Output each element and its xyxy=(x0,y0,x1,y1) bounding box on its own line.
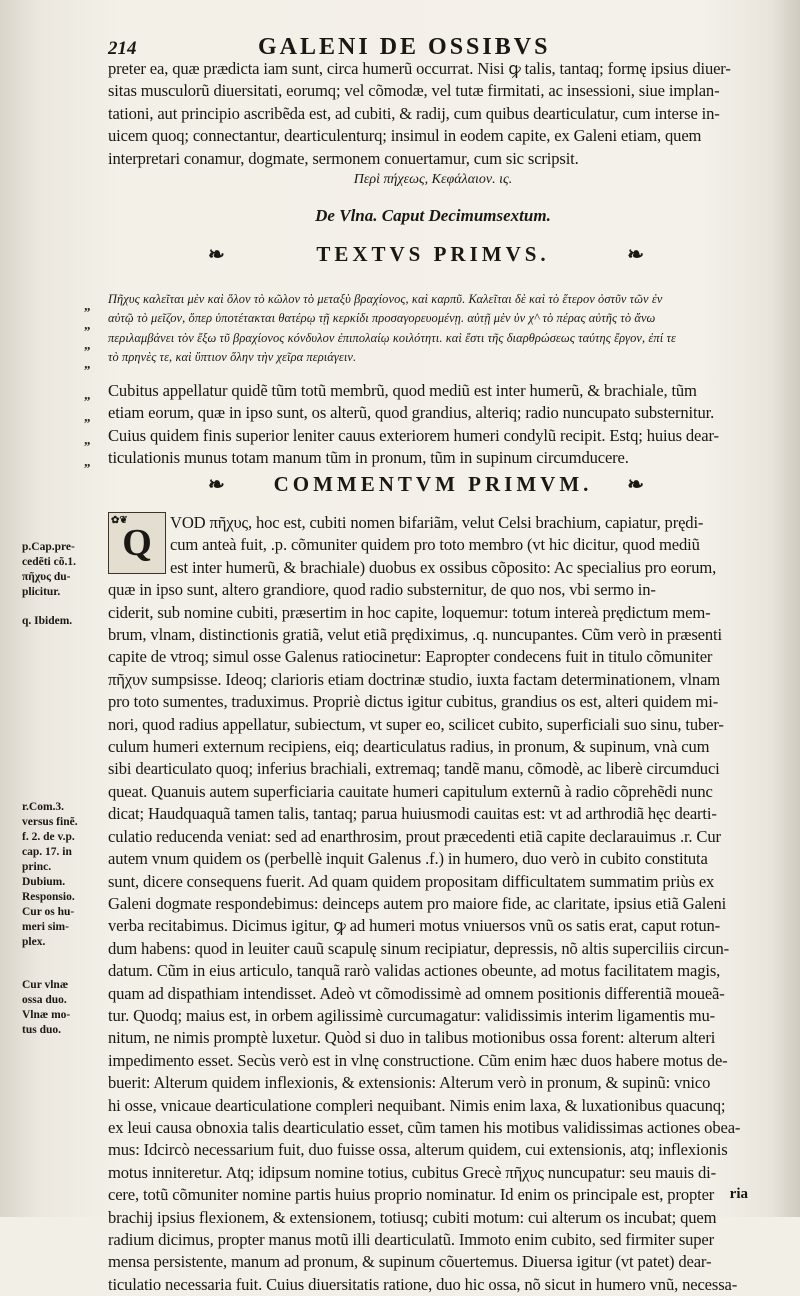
text-line: preter ea, quæ prædicta iam sunt, circa humerũ occurrat. Nisi ꝙ talis, tantaq; formę ipsius diuer- xyxy=(108,59,731,78)
quote-mark: „ xyxy=(84,387,91,402)
fleuron-icon: ❧ xyxy=(627,244,648,266)
commentum-heading-label: COMMENTVM PRIMVM. xyxy=(273,472,593,496)
textus-heading xyxy=(108,242,758,267)
textus-latin-paragraph xyxy=(108,380,758,470)
text-line: VOD πῆχυς, hoc est, cubiti nomen bifariãm, velut Celsi brachium, capiatur, prędi- xyxy=(170,513,704,532)
commentum-heading xyxy=(108,472,758,497)
text-line: uicem quoq; connectantur, dearticulenturq; insimul in eodem capite, ex Galeni etiam, quem xyxy=(108,126,702,146)
margin-line: Vlnæ mo- xyxy=(22,1009,71,1021)
quote-marks-latin xyxy=(84,384,91,474)
text-line: queat. Quanuis autem superficiaria cauitate humeri capitulum externũ à radio cõprehẽdi nunc xyxy=(108,781,713,801)
margin-line: cedẽti cõ.1. xyxy=(22,556,76,568)
text-line: impedimento esset. Secùs verò est in vlnę constructione. Cũm enim hæc duos habere motus de- xyxy=(108,1050,728,1070)
catchword: ria xyxy=(729,1186,748,1202)
margin-line: Responsio. xyxy=(22,891,75,903)
text-line: dum habens: quod in leuiter cauũ scapulę sinum recipiatur, depressis, nõ altis superciliis circun- xyxy=(108,938,730,958)
text-line: πῆχυν sumpsisse. Ideoq; clarioris etiam doctrinæ studio, iuxta factam determinationem, vlnam xyxy=(108,669,721,689)
greek-line: περιλαμβάνει τὸν ἔξω τῦ βραχίονος κόνδυλον ἐπιπολαίῳ κοιλότητι. καὶ ἔστι τῆς διαρθρώσεως ταύτης ἔργον, ἐπί τε xyxy=(108,330,676,345)
text-line: mensa persistente, manum ad pronum, & supinum cõuertemus. Diuersa igitur (vt patet) dear- xyxy=(108,1252,712,1272)
text-line: capite de vtroq; simul osse Galenus ratiocinetur: Eapropter condecens fuit in titulo cõmuniter xyxy=(108,647,713,667)
quote-marks-greek xyxy=(84,296,91,374)
text-line: autem vnum quidem os (perbellè inquit Galenus .f.) in humero, duo verò in cubito constituta xyxy=(108,849,708,869)
margin-line: princ. xyxy=(22,861,52,873)
ornament-icon: ✿❦ xyxy=(111,515,128,526)
text-line: sitas musculorũ diuersitati, eorumq; vel cõmodæ, vel tutæ firmitati, ac insessioni, siue implan- xyxy=(108,81,720,101)
dropcap-letter: Q xyxy=(122,522,152,564)
text-line: sunt, dicere consequens fuerit. Ad quam quidem propositam difficultatem summatim priùs ex xyxy=(108,871,715,891)
margin-line: Cur vlnæ xyxy=(22,979,69,991)
text-line: tur. Quodq; maius est, in orbem agilissimè curcumagatur: validissimis interim ligamentis mu- xyxy=(108,1005,715,1025)
margin-line: plicitur. xyxy=(22,586,61,598)
margin-line: πῆχυς du- xyxy=(22,571,71,583)
text-line: quæ in ipso sunt, altero grandiore, quod radio substernitur, de quo nos, vbi sermo in- xyxy=(108,580,656,600)
margin-line: tus duo. xyxy=(22,1024,61,1036)
greek-line: τὸ πρηνὲς τε, καὶ ὕπτιον ὅλην τὴν χεῖρα περιάγειν. xyxy=(108,350,357,365)
textus-heading-label: TEXTVS PRIMVS. xyxy=(316,242,550,266)
text-line: cere, totũ cõmuniter nomine partis huius proprio nominatur. Id enim os principale est, propter xyxy=(108,1185,715,1205)
quote-mark: „ xyxy=(84,431,91,447)
text-line: brachij ipsius flexionem, & extensionem, totiusq; cubiti motum: cui alterum os incubat; quem xyxy=(108,1207,717,1227)
margin-line: q. Ibidem. xyxy=(22,615,73,627)
commentary-paragraph xyxy=(108,512,758,1296)
text-line: ciderit, sub nomine cubiti, præsertim in hoc capite, loquemur: totum intereà prędictum mem- xyxy=(108,602,711,622)
text-line: ticulatio necessaria fuit. Cuius diuersitatis ratione, duo hic ossa, nõ sicut in humero vnũ, necessa- xyxy=(108,1274,738,1294)
intro-paragraph xyxy=(108,58,758,170)
text-line: brum, vlnam, distinctionis gratiã, velut etiã prędiximus, .q. nuncupantes. Cũm verò in præsenti xyxy=(108,625,722,645)
margin-line: p.Cap.pre- xyxy=(22,541,75,553)
running-title: GALENI DE OSSIBVS xyxy=(258,34,551,60)
text-line: culum humeri externum recipiens, eiq; dearticulatus radius, in pronum, & supinum, vnà cum xyxy=(108,737,710,757)
text-line: dicat; Haudquaquã tamen talis, tantaq; parua huiusmodi cauitas est: vt ad arthrodiã hęc dearti- xyxy=(108,804,717,824)
text-line: datum. Cũm in eius articulo, tanquã rarò validas actiones obeunte, ad motus facilitatem magis, xyxy=(108,961,721,981)
margin-line: r.Com.3. xyxy=(22,801,65,813)
quote-mark: „ xyxy=(84,454,91,470)
text-line: etiam eorum, quæ in ipso sunt, os alterũ, quod grandius, alteriq; radio nuncupato substernitur. xyxy=(108,403,715,423)
text-line: hi osse, vnicaue dearticulatione compleri nequibant. Nimis enim laxa, & luxationibus quacunq; xyxy=(108,1095,726,1115)
text-line: buerit: Alterum quidem inflexionis, & extensionis: Alterum verò in pronum, & supinũ: vnico xyxy=(108,1073,711,1093)
margin-line: Dubium. xyxy=(22,876,66,888)
margin-line: cap. 17. in xyxy=(22,846,72,858)
text-line: ex leui causa obnoxia talis dearticulatio esset, cũm tamen his motibus validissimas actiones obea- xyxy=(108,1117,741,1137)
page-number: 214 xyxy=(108,38,137,59)
margin-line: meri sim- xyxy=(22,921,69,933)
text-line: sibi dearticulato quoq; inferius brachiali, extremaq; tandẽ manu, cõmodè, ac liberè circumduci xyxy=(108,759,720,779)
margin-line: plex. xyxy=(22,936,46,948)
text-line: Galeni dogmate respondebimus: deinceps autem pro maiore fide, ac claritate, ipsius etiã Galeni xyxy=(108,893,727,913)
chapter-title: De Vlna. Caput Decimumsextum. xyxy=(315,206,551,225)
text-line: tationi, aut principio ascribẽda est, ad cubiti, & radij, cum quibus dearticulatur, cum interse in- xyxy=(108,103,720,123)
quote-mark: „ xyxy=(84,298,91,313)
margin-note-p xyxy=(22,540,108,600)
greek-line: Πῆχυς καλεῖται μὲν καὶ ὅλον τὸ κῶλον τὸ μεταξὺ βραχίονος, καὶ καρπῦ. Καλεῖται δὲ καὶ τὸ ἕτερον ὀστῦν τῶν ἐν xyxy=(108,292,663,306)
margin-line: Cur os hu- xyxy=(22,906,75,918)
text-line: interpretari conamur, dogmate, sermonem conuertamur, cum sic scripsit. xyxy=(108,148,579,168)
fleuron-icon: ❧ xyxy=(208,244,229,266)
text-line: culatio reducenda veniat: sed ad enarthrosim, prout præcedenti etiã capite declarauimus .r. Cur xyxy=(108,826,721,846)
text-line: mus: Idcircò necessarium fuit, duo fuisse ossa, alterum quidem, cui extensionis, atq; inflexionis xyxy=(108,1140,728,1160)
text-line: cum anteà fuit, .p. cõmuniter quidem pro toto membro (vt hic dicitur, quod mediũ xyxy=(170,535,700,555)
text-line: ticulationis munus totam manum tũm in pronum, tũm in supinum circumducere. xyxy=(108,448,629,468)
margin-line: f. 2. de v.p. xyxy=(22,831,75,843)
quote-mark: „ xyxy=(84,409,91,425)
text-line: Cubitus appellatur quidẽ tũm totũ membrũ, quod mediũ est inter humerũ, & brachiale, tũm xyxy=(108,381,697,400)
text-line: est inter humerũ, & brachiale) duobus ex ossibus cõposito: Ac specialius pro eorum, xyxy=(170,557,717,577)
text-line: pro toto sumentes, traduximus. Propriè dictus igitur cubitus, grandius os est, alteri quidem mi- xyxy=(108,692,719,712)
text-line: motus inniteretur. Atq; idipsum nomine totius, cubitus Grecè πῆχυς nuncupatur: seu mauis di- xyxy=(108,1162,716,1182)
greek-chapter-title: Περὶ πήχεως, Κεφάλαιον. ις. xyxy=(353,172,513,187)
margin-line: ossa duo. xyxy=(22,994,67,1006)
quote-mark: „ xyxy=(84,336,91,352)
text-line: nitum, ne nimis promptè luxetur. Quòd si duo in talibus motionibus ossa forent: alterum alteri xyxy=(108,1028,716,1048)
text-line: radium dicimus, propter manus motũ illi dearticulatũ. Immoto enim cubito, sed firmiter super xyxy=(108,1230,715,1249)
fleuron-icon: ❧ xyxy=(627,474,648,496)
greek-line: αὐτῷ τὸ μεῖζον, ὅπερ ὑποτέτακται θατέρῳ τῇ κερκίδι προσαγορευομένῃ. αὐτῇ μὲν ὑν χ^ τὸ πέρας αὐτῆς τὸ ἄνω xyxy=(108,311,656,326)
margin-note-r xyxy=(22,800,108,950)
fleuron-icon: ❧ xyxy=(208,474,229,496)
margin-note-q xyxy=(22,614,108,629)
margin-note-cur xyxy=(22,978,108,1038)
margin-line: versus finẽ. xyxy=(22,816,78,828)
text-line: nori, quod radius appellatur, subiectum, vt super eo, scilicet cubito, superficiali suo sinu, tuber- xyxy=(108,714,724,734)
greek-text-block xyxy=(108,290,758,368)
text-line: Cuius quidem finis superior leniter cauus exteriorem humeri condylũ recipit. Estq; huius dear- xyxy=(108,425,719,445)
quote-mark: „ xyxy=(84,317,91,333)
quote-mark: „ xyxy=(84,356,91,372)
text-line: verba recitabimus. Dicimus igitur, ꝙ ad humeri motus vniuersos vnũ os satis erat, caput rotun- xyxy=(108,916,720,936)
text-line: quam ad dispathiam intendisset. Adeò vt cõmodissimè ad omnem positionis differentiã moueã- xyxy=(108,983,725,1003)
